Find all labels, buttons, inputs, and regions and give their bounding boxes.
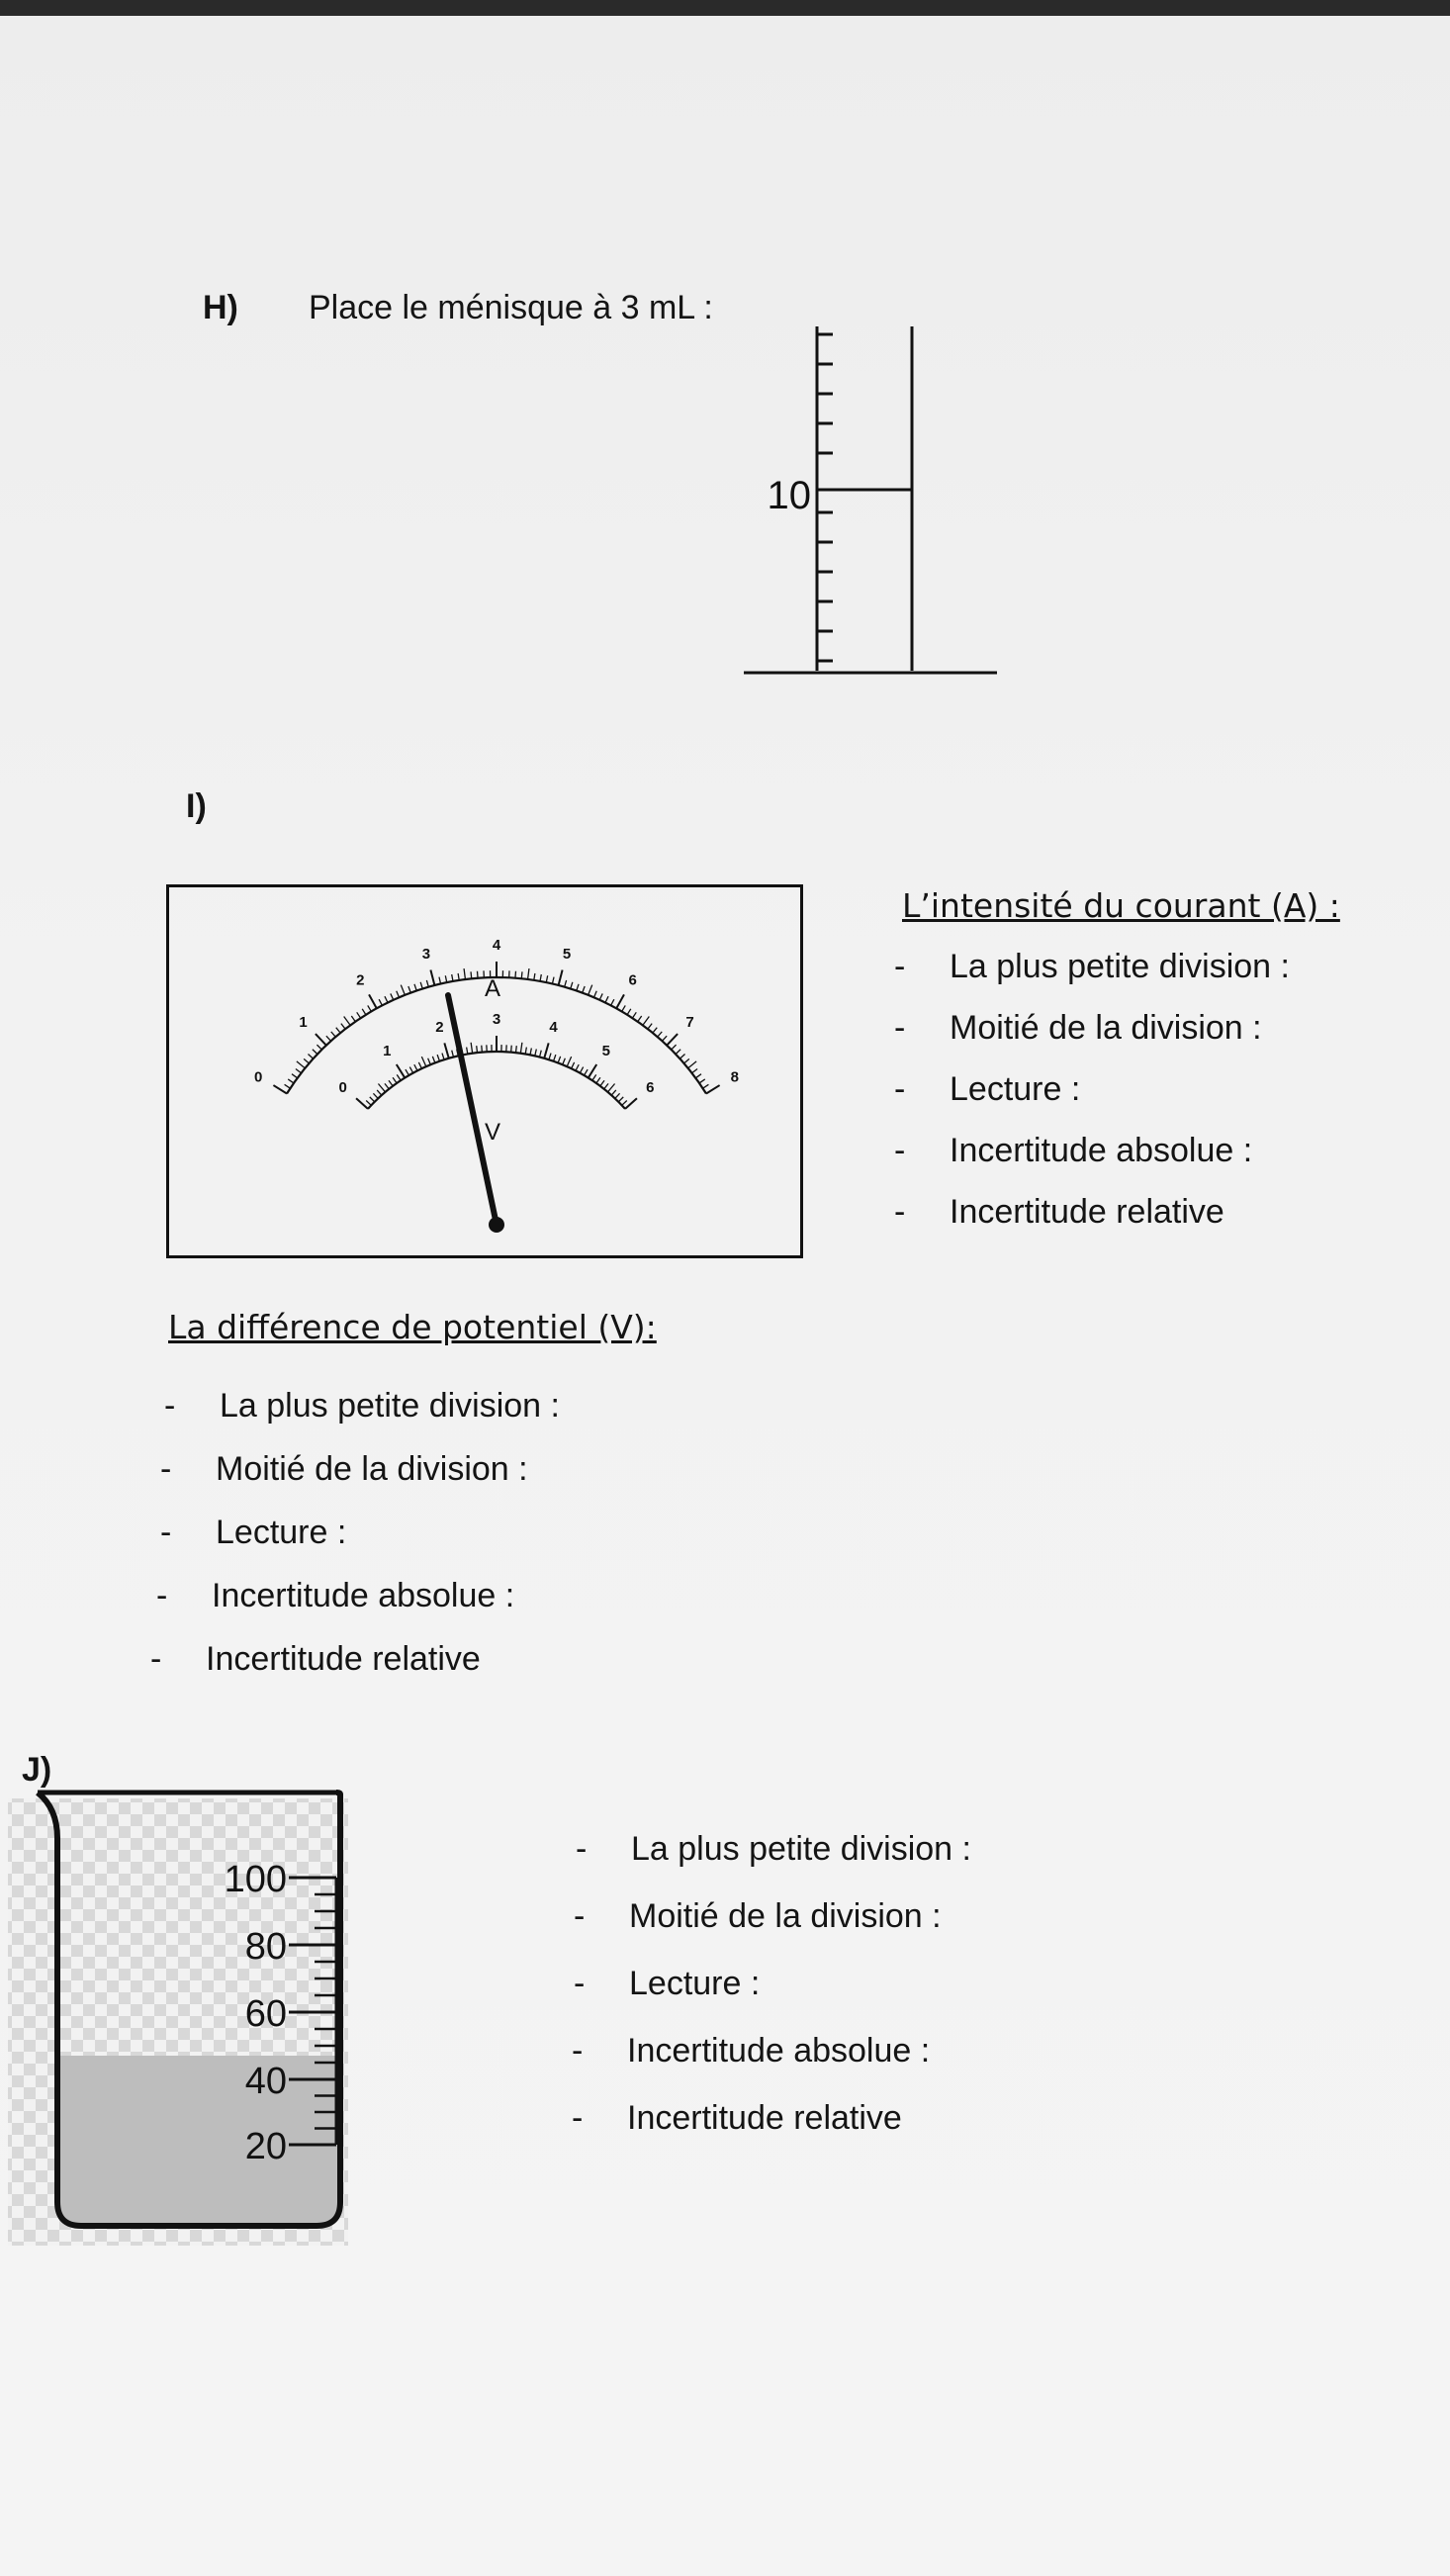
potential-item: - Incertitude absolue : xyxy=(156,1577,515,1614)
dial-minor-tick xyxy=(552,977,554,984)
dial-minor-tick xyxy=(703,1084,709,1088)
dial-minor-tick xyxy=(377,1090,382,1095)
beaker-label-60: 60 xyxy=(244,1993,287,2035)
dial-minor-tick xyxy=(567,1057,571,1066)
dial-minor-tick xyxy=(611,999,614,1005)
dial-minor-tick xyxy=(437,1055,439,1061)
beaker-item: - Moitié de la division : xyxy=(574,1897,942,1935)
dial-minor-tick xyxy=(585,1069,589,1075)
dial-major-tick xyxy=(625,1098,637,1109)
cylinder-label-10: 10 xyxy=(767,474,811,517)
dial-major-tick xyxy=(430,969,434,984)
dial-scale-label: 2 xyxy=(435,1019,444,1037)
meter-needle xyxy=(448,995,497,1225)
dial-major-tick xyxy=(616,994,624,1008)
section-j-letter: J) xyxy=(22,1751,52,1789)
dial-minor-tick xyxy=(385,1083,389,1088)
dial-major-tick xyxy=(706,1085,720,1093)
potential-list xyxy=(150,1387,560,1703)
dial-minor-tick xyxy=(366,1100,371,1105)
dial-minor-tick xyxy=(285,1084,291,1088)
dial-frame xyxy=(168,886,802,1257)
dial-scale-label: 1 xyxy=(383,1042,392,1059)
dial-minor-tick xyxy=(521,971,522,978)
dial-minor-tick xyxy=(583,986,585,993)
dial-scale-label: 3 xyxy=(421,946,431,964)
dial-minor-tick xyxy=(580,1067,583,1073)
dial-minor-tick xyxy=(592,1074,596,1080)
dial-minor-tick xyxy=(699,1079,705,1083)
dial-minor-tick xyxy=(653,1028,657,1033)
photo-top-edge xyxy=(0,0,1450,16)
dial-minor-tick xyxy=(452,1051,454,1058)
graduated-cylinder-figure xyxy=(732,315,1009,681)
section-i-letter: I) xyxy=(186,787,207,825)
dial-minor-tick xyxy=(385,996,388,1002)
dial-scale-label: 4 xyxy=(549,1019,558,1037)
dial-minor-tick xyxy=(313,1050,317,1055)
dial-minor-tick xyxy=(535,1050,537,1057)
dial-minor-tick xyxy=(336,1028,340,1033)
dial-major-tick xyxy=(544,1043,548,1058)
dial-minor-tick xyxy=(593,991,596,997)
dial-minor-tick xyxy=(680,1055,684,1059)
dial-minor-tick xyxy=(478,971,479,978)
dial-minor-tick xyxy=(571,982,573,989)
voltmeter-ticks xyxy=(356,1036,637,1109)
dial-minor-tick xyxy=(554,1055,556,1061)
dial-minor-tick xyxy=(530,1048,531,1055)
dial-major-tick xyxy=(356,1098,368,1109)
beaker-item: - Lecture : xyxy=(574,1965,761,2002)
dial-minor-tick xyxy=(379,999,382,1005)
dial-minor-tick xyxy=(317,1045,321,1050)
dial-minor-tick xyxy=(421,1057,425,1066)
current-item: - Lecture : xyxy=(894,1070,1081,1108)
current-item: - Moitié de la division : xyxy=(894,1009,1262,1047)
dial-minor-tick xyxy=(296,1068,302,1072)
voltmeter-scale-labels xyxy=(339,1011,655,1096)
dial-minor-tick xyxy=(414,1064,417,1070)
dial-minor-tick xyxy=(511,1046,512,1053)
dial-major-tick xyxy=(559,969,563,984)
dial-scale-label: 6 xyxy=(646,1079,655,1097)
dial-minor-tick xyxy=(482,1046,483,1053)
dial-minor-tick xyxy=(622,1005,626,1011)
dial-minor-tick xyxy=(308,1055,313,1059)
beaker-figure xyxy=(0,1779,366,2250)
dial-minor-tick xyxy=(643,1017,650,1026)
dial-scale-label: 3 xyxy=(492,1011,501,1028)
dial-minor-tick xyxy=(604,1083,608,1088)
dial-minor-tick xyxy=(638,1016,642,1022)
dial-minor-tick xyxy=(672,1045,677,1050)
dial-minor-tick xyxy=(420,982,422,989)
dial-minor-tick xyxy=(600,1080,604,1086)
dial-minor-tick xyxy=(589,985,592,995)
dial-scale-label: 7 xyxy=(685,1013,694,1031)
current-item: - Incertitude relative xyxy=(894,1193,1224,1231)
potential-item: - Lecture : xyxy=(160,1514,347,1551)
current-heading: L’intensité du courant (A) : xyxy=(902,886,1340,925)
dial-minor-tick xyxy=(464,968,465,979)
voltmeter-arc xyxy=(368,1052,625,1109)
dial-minor-tick xyxy=(292,1074,298,1078)
beaker-label-40: 40 xyxy=(244,2061,287,2102)
dial-minor-tick xyxy=(622,1100,627,1105)
dial-major-tick xyxy=(273,1085,287,1093)
dial-minor-tick xyxy=(428,1058,431,1064)
potential-item: - Incertitude relative xyxy=(150,1640,481,1678)
dial-minor-tick xyxy=(304,1058,309,1063)
dial-scale-label: 5 xyxy=(562,946,572,964)
dial-minor-tick xyxy=(632,1012,636,1018)
dial-minor-tick xyxy=(607,1084,614,1092)
potential-item: - Moitié de la division : xyxy=(160,1450,528,1488)
dial-minor-tick xyxy=(565,980,567,987)
dial-minor-tick xyxy=(370,1097,375,1102)
dial-minor-tick xyxy=(658,1032,663,1037)
dial-minor-tick xyxy=(331,1032,336,1037)
dial-minor-tick xyxy=(549,1054,551,1060)
beaker-item: - La plus petite division : xyxy=(576,1830,971,1868)
dial-minor-tick xyxy=(391,993,394,999)
current-list xyxy=(894,948,1290,1254)
dial-minor-tick xyxy=(577,984,579,991)
dial-minor-tick xyxy=(692,1068,698,1072)
dial-major-tick xyxy=(444,1043,448,1058)
dial-minor-tick xyxy=(611,1090,616,1095)
dial-minor-tick xyxy=(648,1024,652,1030)
dial-minor-tick xyxy=(378,1084,385,1092)
cylinder-minor-ticks xyxy=(817,334,833,661)
dial-minor-tick xyxy=(406,1069,409,1075)
dial-major-tick xyxy=(316,1034,326,1046)
dial-minor-tick xyxy=(520,1043,522,1054)
dial-minor-tick xyxy=(408,986,410,993)
dial-minor-tick xyxy=(418,1062,421,1068)
dial-minor-tick xyxy=(525,1048,526,1055)
dial-scale-label: 8 xyxy=(730,1068,740,1086)
dial-minor-tick xyxy=(695,1074,701,1078)
dial-minor-tick xyxy=(477,1046,478,1053)
dial-minor-tick xyxy=(471,1043,473,1054)
dial-scale-label: 4 xyxy=(492,937,501,954)
dial-minor-tick xyxy=(326,1036,331,1041)
dial-minor-tick xyxy=(467,1048,468,1055)
dial-minor-tick xyxy=(393,1077,397,1083)
dial-minor-tick xyxy=(409,1067,412,1073)
dial-minor-tick xyxy=(576,1064,579,1070)
dial-major-tick xyxy=(667,1034,678,1046)
dial-minor-tick xyxy=(563,1058,566,1064)
dial-minor-tick xyxy=(297,1061,306,1068)
dial-minor-tick xyxy=(368,1005,372,1011)
beaker-label-100: 100 xyxy=(224,1859,287,1900)
dial-minor-tick xyxy=(397,991,400,997)
dial-minor-tick xyxy=(288,1079,294,1083)
dial-minor-tick xyxy=(351,1016,355,1022)
current-item: - La plus petite division : xyxy=(894,948,1290,985)
beaker-list xyxy=(572,1830,971,2166)
dial-minor-tick xyxy=(516,1046,517,1053)
dial-minor-tick xyxy=(414,984,416,991)
dial-minor-tick xyxy=(344,1017,351,1026)
current-item: - Incertitude absolue : xyxy=(894,1132,1253,1169)
dial-minor-tick xyxy=(439,977,441,984)
dial-scale-label: 0 xyxy=(253,1068,263,1086)
dial-major-tick xyxy=(369,994,377,1008)
dial-minor-tick xyxy=(540,1051,542,1058)
dial-minor-tick xyxy=(605,996,608,1002)
potential-item: - La plus petite division : xyxy=(164,1387,560,1425)
dial-minor-tick xyxy=(442,1054,444,1060)
dial-minor-tick xyxy=(401,985,405,995)
dial-minor-tick xyxy=(688,1061,697,1068)
beaker-item: - Incertitude relative xyxy=(572,2099,902,2137)
dial-minor-tick xyxy=(362,1009,366,1015)
dial-minor-tick xyxy=(357,1012,361,1018)
dial-scale-label: 1 xyxy=(299,1013,308,1031)
beaker-item: - Incertitude absolue : xyxy=(572,2032,931,2070)
dial-scale-label: 2 xyxy=(356,971,365,989)
dial-scale-label: 6 xyxy=(628,971,637,989)
beaker-label-20: 20 xyxy=(244,2126,287,2167)
beaker-label-80: 80 xyxy=(244,1926,287,1968)
section-h-instruction: Place le ménisque à 3 mL : xyxy=(309,289,713,326)
dial-minor-tick xyxy=(373,1093,378,1098)
dial-scale-label: 5 xyxy=(601,1042,610,1059)
dial-minor-tick xyxy=(528,968,529,979)
potential-heading: La différence de potentiel (V): xyxy=(168,1308,657,1346)
dial-minor-tick xyxy=(618,1097,623,1102)
section-h-letter: H) xyxy=(203,289,238,326)
needle-pivot xyxy=(489,1217,504,1233)
dial-minor-tick xyxy=(572,1062,575,1068)
dial-minor-tick xyxy=(684,1058,689,1063)
voltmeter-unit-label: V xyxy=(484,1119,501,1146)
dial-minor-tick xyxy=(662,1036,667,1041)
dial-minor-tick xyxy=(426,980,428,987)
dial-minor-tick xyxy=(389,1080,393,1086)
ammeter-unit-label: A xyxy=(484,975,501,1002)
dial-minor-tick xyxy=(341,1024,345,1030)
dial-minor-tick xyxy=(471,971,472,978)
beaker-liquid xyxy=(57,2056,340,2226)
dial-minor-tick xyxy=(676,1050,680,1055)
dial-minor-tick xyxy=(432,1057,434,1063)
dial-minor-tick xyxy=(515,971,516,978)
dial-minor-tick xyxy=(599,993,602,999)
dial-minor-tick xyxy=(558,1057,560,1063)
ammeter-voltmeter-dial xyxy=(166,884,803,1258)
dial-minor-tick xyxy=(596,1077,600,1083)
dial-minor-tick xyxy=(627,1009,631,1015)
dial-minor-tick xyxy=(397,1074,401,1080)
dial-scale-label: 0 xyxy=(338,1079,347,1097)
dial-minor-tick xyxy=(615,1093,620,1098)
